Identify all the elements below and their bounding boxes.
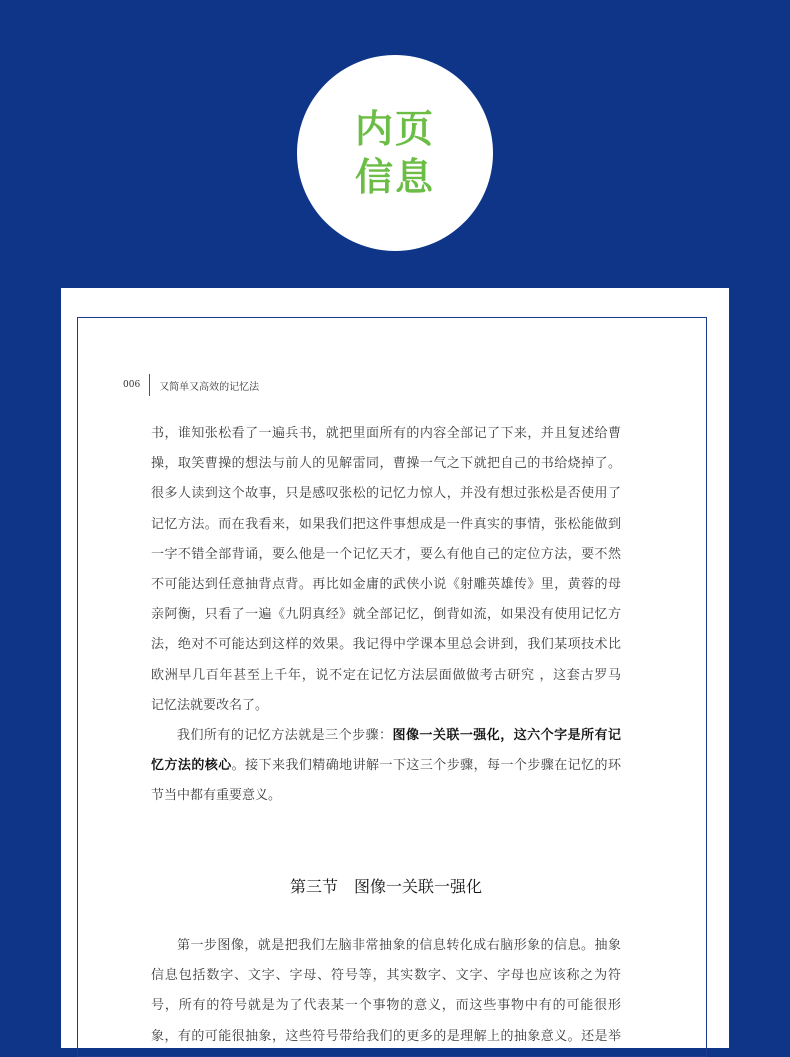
book-page	[61, 288, 729, 1048]
text-line: 法，绝对不可能达到这样的效果。我记得中学课本里总会讲到，我们某项技术比	[151, 637, 621, 653]
key-phrase: 图像一关联一强化，这六个字是所有记	[392, 728, 621, 744]
text-line: 信息包括数字、文字、字母、符号等，其实数字、文字、字母也应该称之为符	[151, 968, 621, 984]
text-plain: 我们所有的记忆方法就是三个步骤：	[177, 728, 393, 744]
running-head-divider	[149, 374, 150, 396]
text-line: 号，所有的符号就是为了代表某一个事物的意义，而这些事物中有的可能很形	[151, 998, 621, 1014]
key-phrase: 忆方法的核心	[151, 758, 232, 774]
text-line	[151, 721, 621, 751]
text-line	[151, 751, 621, 781]
page-number: 006	[123, 380, 141, 390]
text-line: 记忆方法。而在我看来，如果我们把这件事想成是一件真实的事情，张松能做到	[151, 516, 621, 532]
section-badge	[297, 55, 493, 251]
text-plain: 。接下来我们精确地讲解一下这三个步骤，每一个步骤在记忆的环	[231, 758, 621, 774]
text-line: 节当中都有重要意义。	[151, 788, 282, 804]
text-line: 第一步图像，就是把我们左脑非常抽象的信息转化成右脑形象的信息。抽象	[177, 938, 621, 953]
text-line: 记忆法就要改名了。	[151, 697, 269, 713]
body-text	[151, 419, 621, 812]
badge-line-2: 信息	[354, 155, 435, 199]
text-line: 一字不错全部背诵，要么他是一个记忆天才，要么有他自己的定位方法，要不然	[151, 546, 621, 562]
text-line: 象，有的可能很抽象，这些符号带给我们的更多的是理解上的抽象意义。还是举	[151, 1028, 621, 1044]
section-title: 第三节 图像一关联一强化	[289, 877, 482, 896]
text-line: 不可能达到任意抽背点背。再比如金庸的武侠小说《射雕英雄传》里，黄蓉的母	[151, 577, 621, 593]
book-title: 又简单又高效的记忆法	[159, 381, 260, 393]
text-line: 亲阿衡，只看了一遍《九阴真经》就全部记忆，倒背如流，如果没有使用记忆方	[151, 607, 621, 623]
text-line: 很多人读到这个故事，只是感叹张松的记忆力惊人，并没有想过张松是否使用了	[151, 486, 621, 502]
body-text-section3	[151, 931, 621, 1052]
text-line: 欧洲早几百年甚至上千年，说不定在记忆方法层面做做考古研究 ，这套古罗马	[151, 667, 621, 683]
text-line: 书，谁知张松看了一遍兵书，就把里面所有的内容全部记了下来，并且复述给曹	[151, 426, 621, 441]
badge-line-1: 内页	[354, 107, 435, 151]
text-line: 操，取笑曹操的想法与前人的见解雷同，曹操一气之下就把自己的书给烧掉了。	[151, 456, 621, 472]
running-head	[123, 374, 259, 396]
